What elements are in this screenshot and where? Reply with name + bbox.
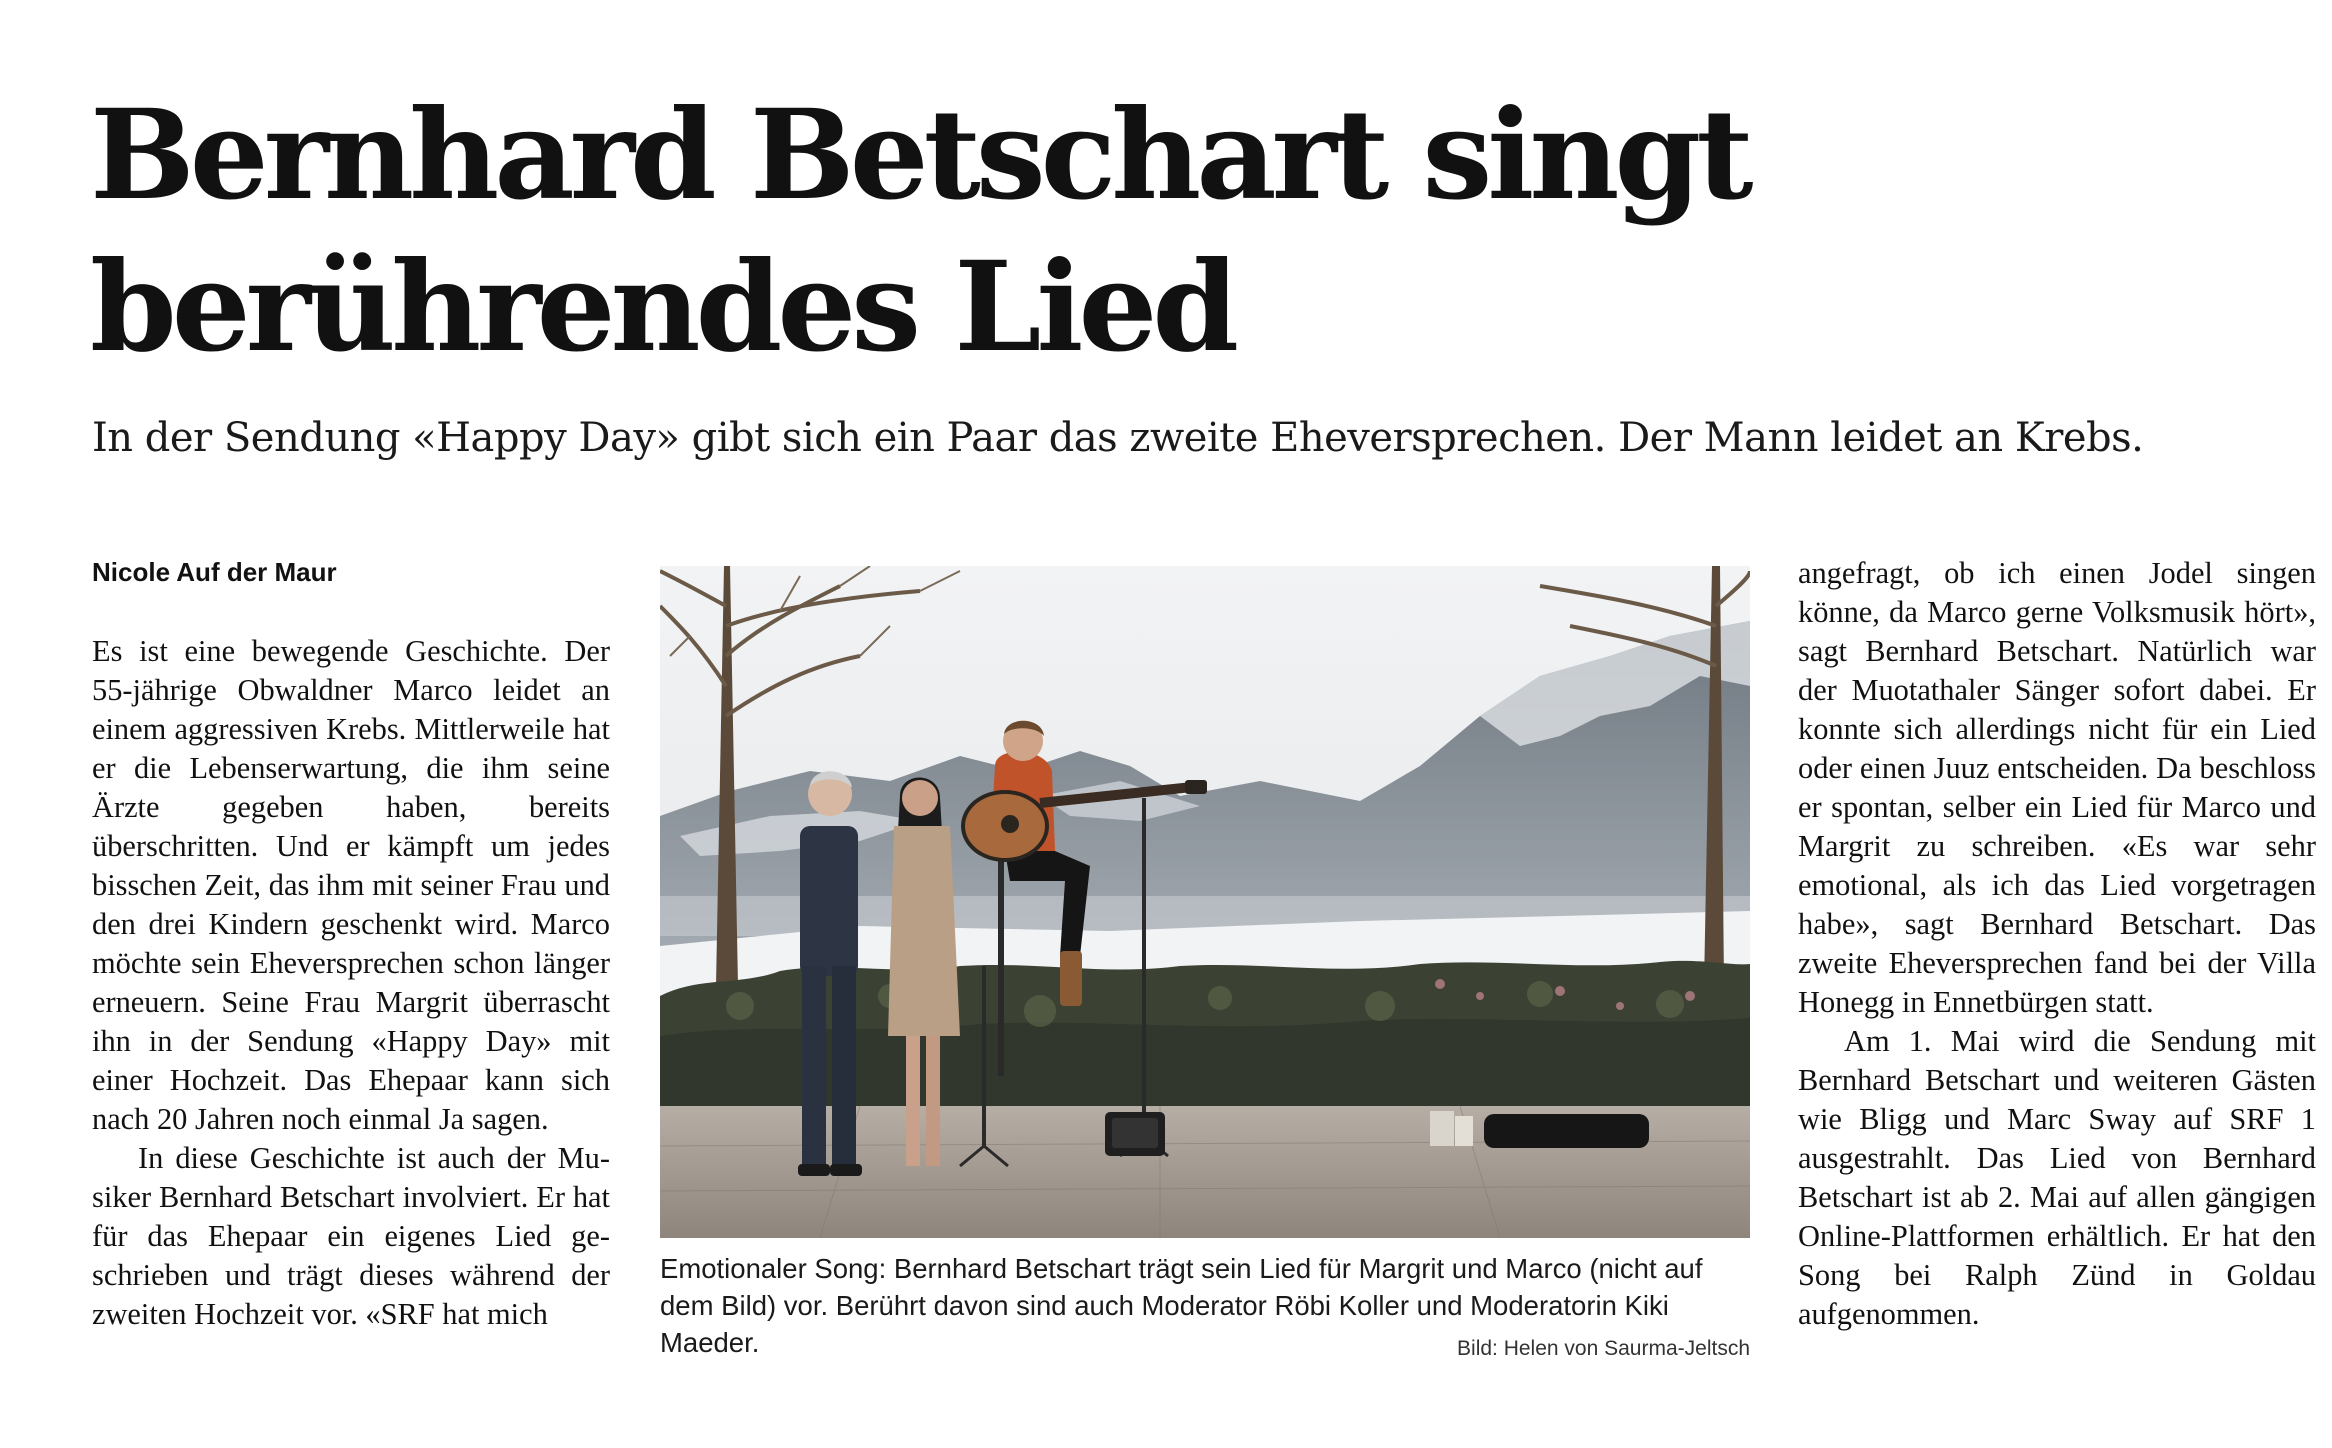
photo-credit: Bild: Helen von Saurma-Jeltsch xyxy=(1457,1337,1750,1360)
headline-line-2: berührendes Lied xyxy=(90,235,1235,380)
article-headline xyxy=(90,80,2240,384)
article-column-left xyxy=(92,632,610,1334)
paragraph-left-2: In diese Geschichte ist auch der Musiker Bernhard Betschart involviert. Er hat für das Ehepaar ein eigenes Lied geschrieben und trägt dieses während der zweiten Hochzeit vor. «SRF hat mich xyxy=(92,1141,610,1331)
author-byline: Nicole Auf der Maur xyxy=(92,557,337,587)
photo-caption: Emotionaler Song: Bernhard Betschart trägt sein Lied für Margrit und Marco (nicht auf dem Bild) vor. Berührt davon sind auch Moderator Röbi Koller und Moderatorin Kiki Maeder. xyxy=(660,1253,1703,1358)
article-column-right xyxy=(1798,554,2316,1334)
paragraph-right-2: Am 1. Mai wird die Sendung mit Bernhard Betschart und weiteren Gästen wie Bligg und Marc Sway auf SRF 1 ausgestrahlt. Das Lied von Bernhard Betschart ist ab 2. Mai auf allen gängigen Online-Plattformen erhältlich. Er hat den Song bei Ralph Zünd in Goldau aufgenommen. xyxy=(1798,1024,2316,1331)
article-photo xyxy=(660,566,1750,1238)
headline-line-1: Bernhard Betschart singt xyxy=(90,83,1749,228)
paragraph-left-1: Es ist eine bewegende Geschichte. Der 55-jährige Obwaldner Marco leidet an einem aggressiven Krebs. Mittlerweile hat er die Lebenserwartung, die ihm seine Ärzte gegeben haben, bereits überschritten. Und er kämpft um jedes bisschen Zeit, das ihm mit seiner Frau und den drei Kindern geschenkt wird. Marco möchte sein Eheversprechen schon länger erneuern. Seine Frau Margrit überrascht ihn in der Sendung «Happy Day» mit einer Hochzeit. Das Ehepaar kann sich nach 20 Jahren noch einmal Ja sagen. xyxy=(92,634,610,1136)
paragraph-right-1: angefragt, ob ich einen Jodel singen könne, da Marco gerne Volksmusik hört», sagt Bernhard Betschart. Natürlich war der Muotathaler Sänger sofort dabei. Er konnte sich allerdings nicht für ein Lied oder einen Juuz entscheiden. Da beschloss er spontan, selber ein Lied für Marco und Margrit zu schreiben. «Es war sehr emotional, als ich das Lied vorgetragen habe», sagt Bernhard Betschart. Das zweite Eheversprechen fand bei der Villa Honegg in Ennetbürgen statt. xyxy=(1798,556,2316,1019)
article-subheadline: In der Sendung «Happy Day» gibt sich ein Paar das zweite Eheversprechen. Der Mann leidet an Krebs. xyxy=(92,415,2144,461)
